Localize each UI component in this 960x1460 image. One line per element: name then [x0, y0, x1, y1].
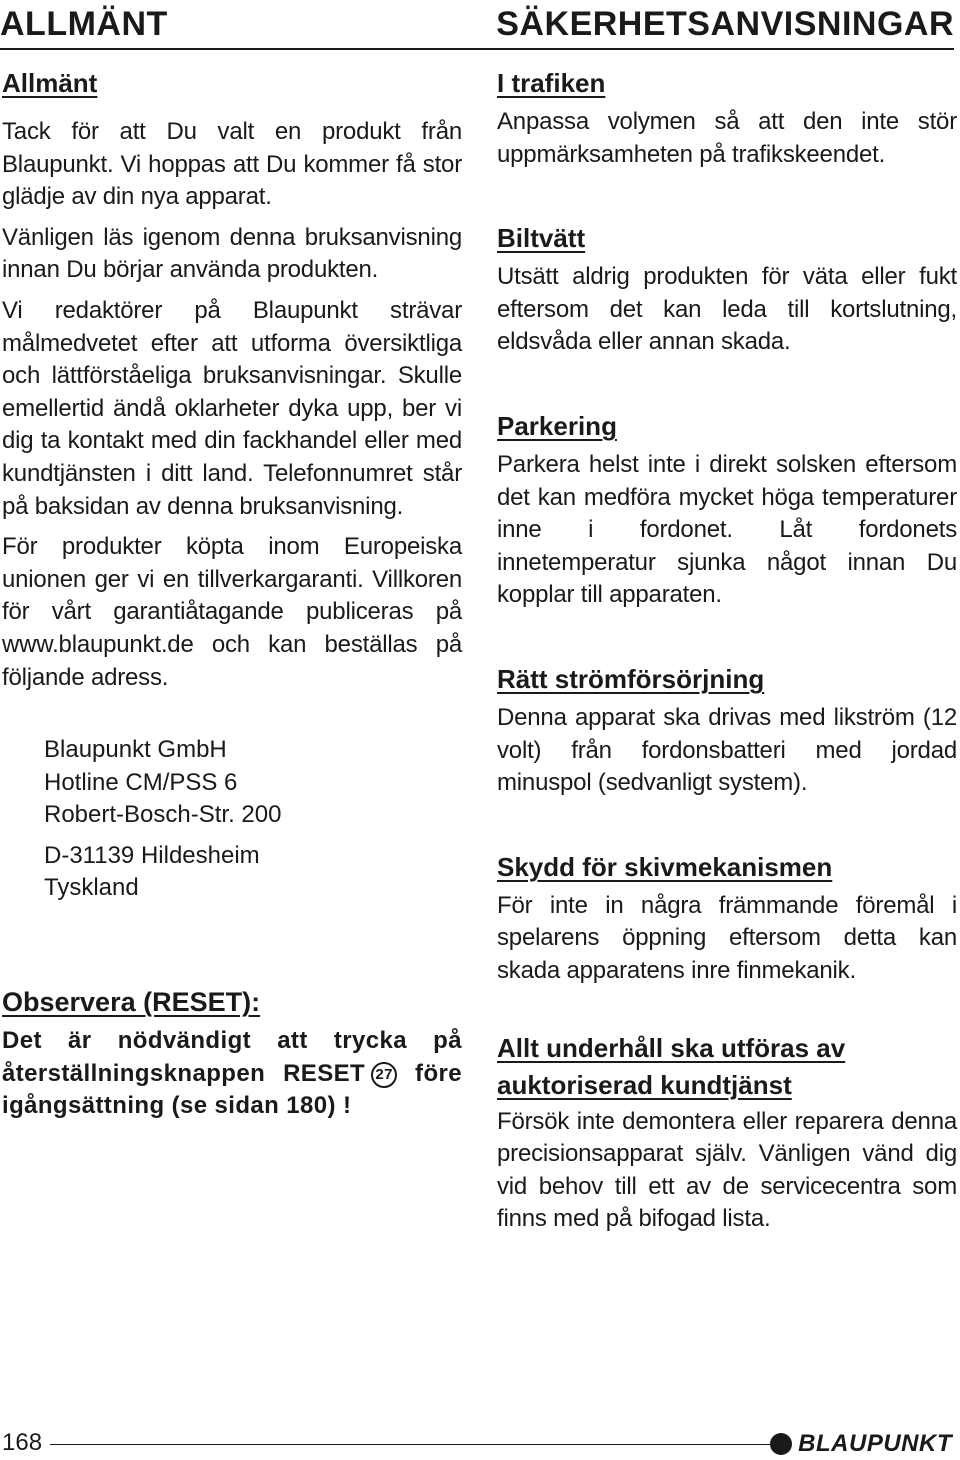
reset-button-number-badge: 27 [371, 1062, 397, 1088]
paragraph-parkering: Parkera helst inte i direkt solsken eftersom det kan medföra mycket höga temperaturer inne i fordonet. Låt fordonets innetemperatur sjunka något innan Du kopplar till apparaten. [497, 450, 957, 609]
logo-dot-icon [770, 1433, 792, 1455]
address-line: D-31139 Hildesheim [44, 841, 260, 869]
reset-text-continued: före igångsättning (se sidan 180) ! [2, 1059, 462, 1120]
right-column [497, 62, 957, 1236]
heading-trafiken: I trafiken [497, 68, 606, 98]
blaupunkt-logo [770, 1432, 952, 1456]
section-title-allmant: ALLMÄNT [0, 5, 168, 43]
paragraph-thanks: Tack för att Du valt en produkt från Blaupunkt. Vi hoppas att Du kommer få stor glädje av din nya apparat. [2, 118, 462, 211]
page-number: 168 [2, 1429, 43, 1456]
address-line: Tyskland [44, 874, 139, 902]
paragraph-warranty: För produkter köpta inom Europeiska unionen ger vi en tillverkargaranti. Villkoren för vårt garantiåtagande publiceras på www.blaupunkt.de och kan beställas på följande adress. [2, 533, 462, 691]
section-title-sakerhetsanvisningar: SÄKERHETSANVISNINGAR [496, 5, 954, 43]
paragraph-strom: Denna apparat ska drivas med likström (12 volt) från fordonsbatteri med jordad minuspol (sedvanligt system). [497, 703, 957, 797]
heading-biltvatt: Biltvätt [497, 223, 586, 254]
paragraph-skydd: För inte in några främmande föremål i spelarens öppning eftersom detta kan skada apparatens inre finmekanik. [497, 891, 957, 984]
heading-reset: Observera (RESET): [2, 987, 261, 1018]
heading-parkering: Parkering [497, 410, 617, 441]
paragraph-biltvatt: Utsätt aldrig produkten för väta eller fukt eftersom det kan leda till kortslutning, eldsvåda eller annan skada. [497, 263, 957, 356]
heading-underhall: Allt underhåll ska utföras av auktoriserad kundtjänst [497, 1032, 846, 1100]
address-line: Hotline CM/PSS 6 [44, 768, 238, 796]
heading-strom: Rätt strömförsörjning [497, 663, 765, 694]
paragraph-trafiken: Anpassa volymen så att den inte stör uppmärksamheten på trafikskeendet. [497, 108, 957, 168]
header-divider [0, 48, 954, 50]
heading-skydd: Skydd för skivmekanismen [497, 851, 833, 882]
left-column [2, 62, 462, 1123]
paragraph-underhall: Försök inte demontera eller reparera denna precisionsapparat själv. Vänligen vänd dig vid behov till ett av de servicecentra som finns med på bifogad lista. [497, 1107, 957, 1233]
address-line: Blaupunkt GmbH [44, 736, 227, 764]
heading-allmant: Allmänt [2, 68, 98, 98]
address-line: Robert-Bosch-Str. 200 [44, 801, 282, 829]
reset-notice [2, 1025, 462, 1123]
address-block [2, 734, 462, 905]
paragraph-read-manual: Vänligen läs igenom denna bruksanvisning innan Du börjar använda produkten. [2, 223, 462, 284]
logo-text: BLAUPUNKT [798, 1430, 952, 1457]
footer-divider [50, 1444, 770, 1445]
paragraph-editors: Vi redaktörer på Blaupunkt strävar målmedvetet efter att utforma översiktliga och lättförståeliga bruksanvisningar. Skulle emellertid ändå oklarheter dyka upp, ber vi dig ta kontakt med din fackhandel eller med kundtjänsten i ditt land. Telefonnumret står på baksidan av denna bruksanvisning. [2, 296, 462, 520]
reset-text: Det är nödvändigt att trycka på återställningsknappen RESET [2, 1027, 462, 1087]
